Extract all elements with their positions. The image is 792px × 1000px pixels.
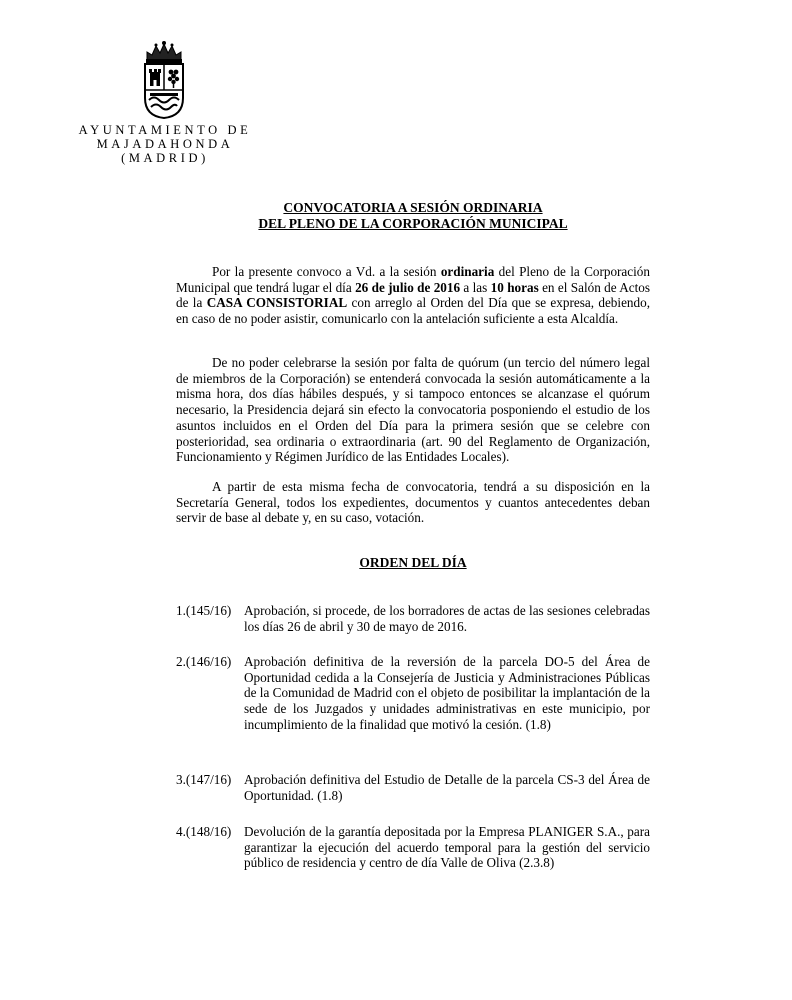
session-time: 10 horas — [490, 279, 539, 295]
agenda-item — [176, 654, 650, 733]
coat-of-arms-icon — [141, 40, 187, 120]
document-title — [178, 200, 648, 232]
title-line-1: CONVOCATORIA A SESIÓN ORDINARIA — [283, 200, 543, 215]
quorum-paragraph: De no poder celebrarse la sesión por falta de quórum (un tercio del número legal de miembros de la Corporación) se entenderá convocada la sesión automáticamente a la misma hora, dos días hábiles después, y si tampoco entonces se alcanzase el quórum necesario, la Presidencia dejará sin efecto la convocatoria posponiendo el estudio de los asuntos incluidos en el Orden del Día para la primera sesión que se celebre con posterioridad, sea ordinaria o extraordinaria (art. 90 del Reglamento de Organización, Funcionamiento y Régimen Jurídico de las Entidades Locales). — [176, 355, 650, 465]
agenda-item-text: Aprobación definitiva del Estudio de Detalle de la parcela CS-3 del Área de Oportunidad. (1.8) — [244, 772, 650, 803]
documents-paragraph: A partir de esta misma fecha de convocatoria, tendrá a su disposición en la Secretaría General, todos los expedientes, documentos y cuantos antecedentes deban servir de base al debate y, en su caso, votación. — [176, 479, 650, 526]
agenda-item-text: Aprobación definitiva de la reversión de la parcela DO-5 del Área de Oportunidad cedida a la Consejería de Justicia y Administraciones Públicas de la Comunidad de Madrid con el objeto de posibilitar la implantación de la sede de los Juzgados y unidades administrativas en este municipio, por incumplimiento de la finalidad que motivó la cesión. (1.8) — [244, 654, 650, 732]
title-line-2: DEL PLENO DE LA CORPORACIÓN MUNICIPAL — [258, 216, 568, 231]
municipality-line-2: MAJADAHONDA — [96, 137, 234, 151]
agenda-item — [176, 824, 650, 871]
agenda-item-number: 2.(146/16) — [176, 654, 232, 669]
agenda-item-number: 4.(148/16) — [176, 824, 232, 839]
p1-text-1: Por la presente convoco a Vd. a la sesión — [212, 264, 441, 279]
session-type: ordinaria — [440, 264, 495, 279]
convocation-paragraph — [176, 264, 650, 327]
session-venue: CASA CONSISTORIAL — [206, 295, 348, 311]
agenda-item-number: 3.(147/16) — [176, 772, 232, 787]
municipality-line-3: (MADRID) — [121, 151, 209, 165]
agenda-item-text: Aprobación, si procede, de los borradores de actas de las sesiones celebradas los días 26 de abril y 30 de mayo de 2016. — [244, 603, 650, 634]
agenda-item-text: Devolución de la garantía depositada por la Empresa PLANIGER S.A., para garantizar la ejecución del acuerdo temporal para la gestión del servicio público de residencia y centro de día Valle de Oliva (2.3.8) — [244, 824, 650, 871]
agenda-item — [176, 772, 650, 803]
p1-text-2: del Pleno de la Corporación Municipal que tendrá lugar el día — [176, 264, 650, 295]
agenda-title: ORDEN DEL DÍA — [359, 555, 467, 570]
p1-text-4: en el Salón de Actos de la — [176, 279, 650, 311]
p1-text-5: con arreglo al Orden del Día que se expresa, debiendo, en caso de no poder asistir, comunicarlo con la antelación suficiente a esta Alcaldía. — [176, 295, 650, 327]
agenda-item-number: 1.(145/16) — [176, 603, 232, 618]
session-date: 26 de julio de 2016 — [355, 279, 461, 295]
agenda-item — [176, 603, 650, 634]
p1-text-3: a las — [460, 279, 491, 295]
municipality-line-1: AYUNTAMIENTO DE — [78, 123, 252, 137]
municipality-name — [70, 123, 260, 165]
